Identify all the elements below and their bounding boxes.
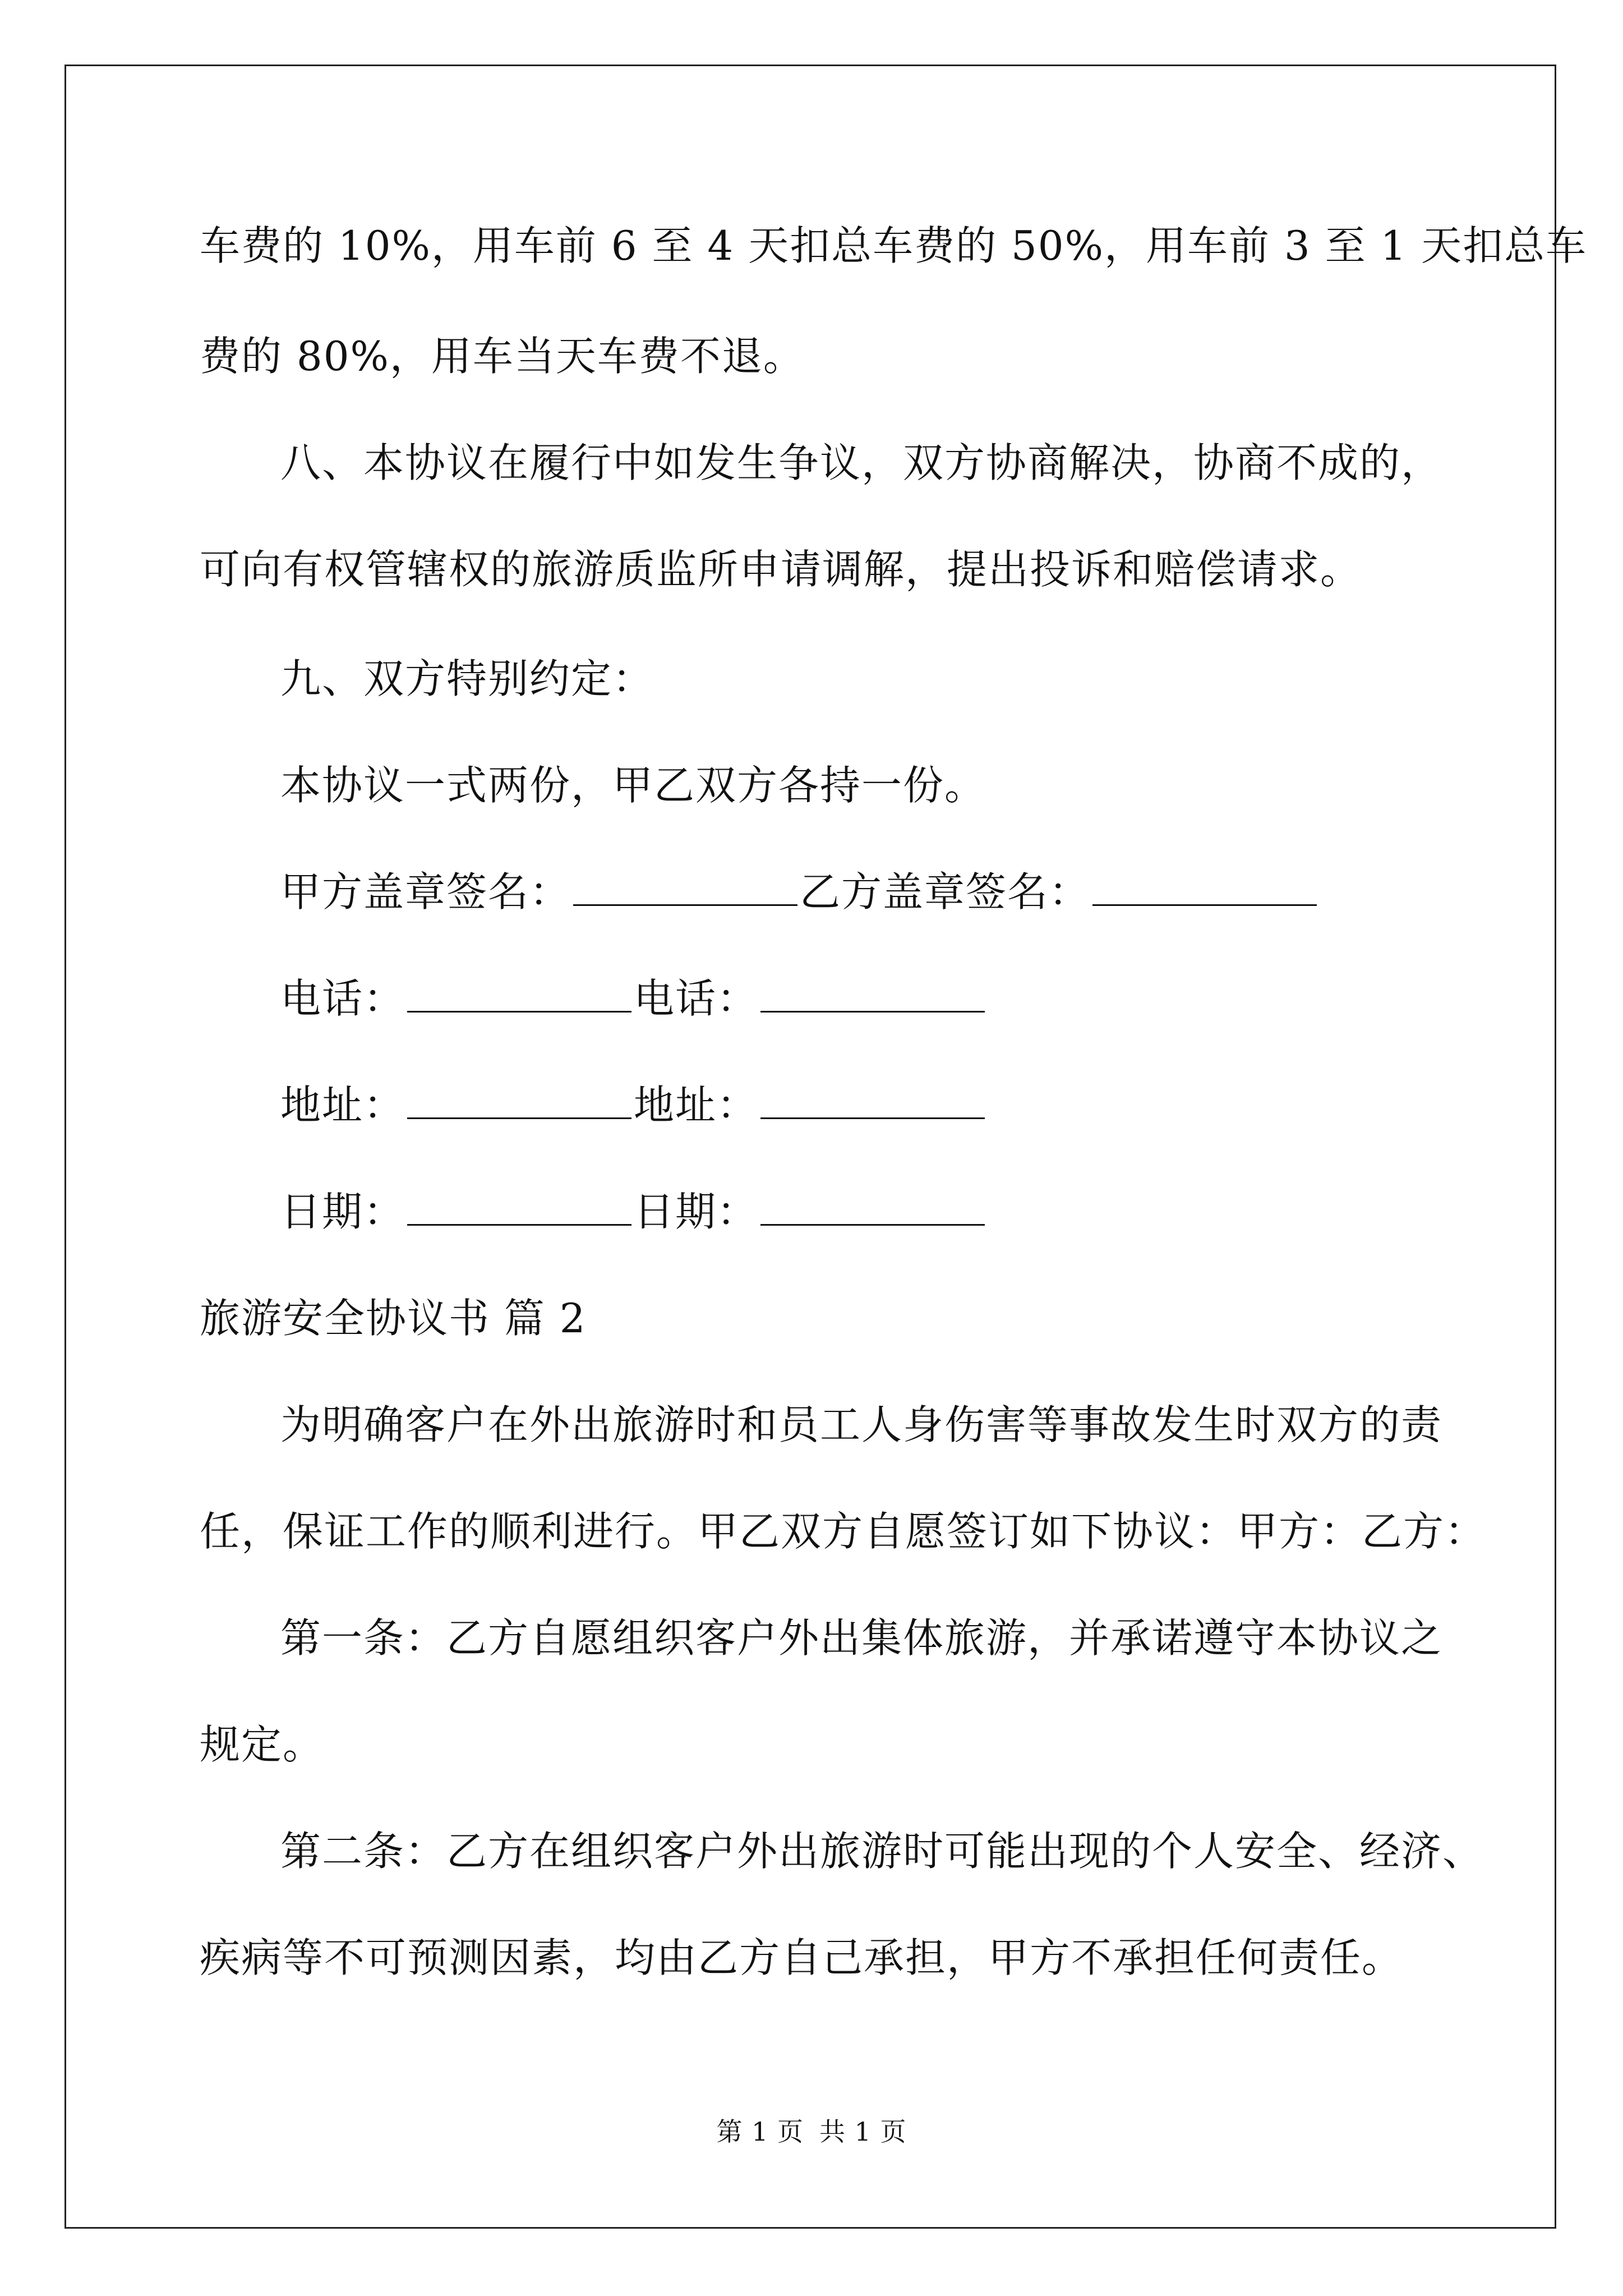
- paragraph-line: 八、本协议在履行中如发生争议，双方协商解决，协商不成的，: [280, 439, 1443, 486]
- section-title: 旅游安全协议书 篇 2: [200, 1295, 587, 1342]
- paragraph-line: 疾病等不可预测因素，均由乙方自己承担，甲方不承担任何责任。: [200, 1934, 1404, 1981]
- party-a-seal-label: 甲方盖章签名：: [280, 868, 571, 915]
- paragraph-line: 车费的 10%，用车前 6 至 4 天扣总车费的 50%，用车前 3 至 1 天扣总车: [200, 222, 1588, 269]
- paragraph-line: 为明确客户在外出旅游时和员工人身伤害等事故发生时双方的责: [280, 1401, 1443, 1448]
- party-a-seal-blank[interactable]: [573, 867, 797, 906]
- paragraph-line: 费的 80%，用车当天车费不退。: [200, 333, 805, 380]
- paragraph-line: 规定。: [200, 1721, 325, 1768]
- party-b-date-blank[interactable]: [760, 1187, 985, 1226]
- page-footer: [0, 2115, 1623, 2148]
- party-b-date-label: 日期：: [634, 1188, 759, 1235]
- page-number-total: 共 1 页: [819, 2116, 907, 2147]
- signature-row-seal: [280, 864, 1319, 920]
- paragraph-line: 可向有权管辖权的旅游质监所申请调解，提出投诉和赔偿请求。: [200, 546, 1362, 593]
- party-a-date-blank[interactable]: [407, 1187, 631, 1226]
- signature-row-phone: [280, 970, 987, 1027]
- party-b-phone-label: 电话：: [634, 975, 759, 1022]
- paragraph-line: 九、双方特别约定：: [280, 655, 654, 702]
- paragraph-line: 第二条：乙方在组织客户外出旅游时可能出现的个人安全、经济、: [280, 1828, 1484, 1875]
- page-border: [64, 65, 1556, 2229]
- party-b-seal-label: 乙方盖章签名：: [800, 868, 1091, 915]
- signature-row-address: [280, 1077, 987, 1133]
- party-b-address-blank[interactable]: [760, 1080, 985, 1119]
- paragraph-line: 本协议一式两份，甲乙双方各持一份。: [280, 762, 986, 809]
- signature-row-date: [280, 1184, 987, 1240]
- party-b-address-label: 地址：: [634, 1082, 759, 1129]
- party-b-seal-blank[interactable]: [1092, 867, 1317, 906]
- party-b-phone-blank[interactable]: [760, 974, 985, 1013]
- party-a-date-label: 日期：: [280, 1188, 405, 1235]
- paragraph-line: 任，保证工作的顺利进行。甲乙双方自愿签订如下协议：甲方：乙方：: [200, 1508, 1487, 1555]
- party-a-address-label: 地址：: [280, 1082, 405, 1129]
- party-a-phone-blank[interactable]: [407, 974, 631, 1013]
- paragraph-line: 第一条：乙方自愿组织客户外出集体旅游，并承诺遵守本协议之: [280, 1614, 1443, 1662]
- party-a-address-blank[interactable]: [407, 1080, 631, 1119]
- party-a-phone-label: 电话：: [280, 975, 405, 1022]
- page-number-current: 第 1 页: [716, 2116, 804, 2147]
